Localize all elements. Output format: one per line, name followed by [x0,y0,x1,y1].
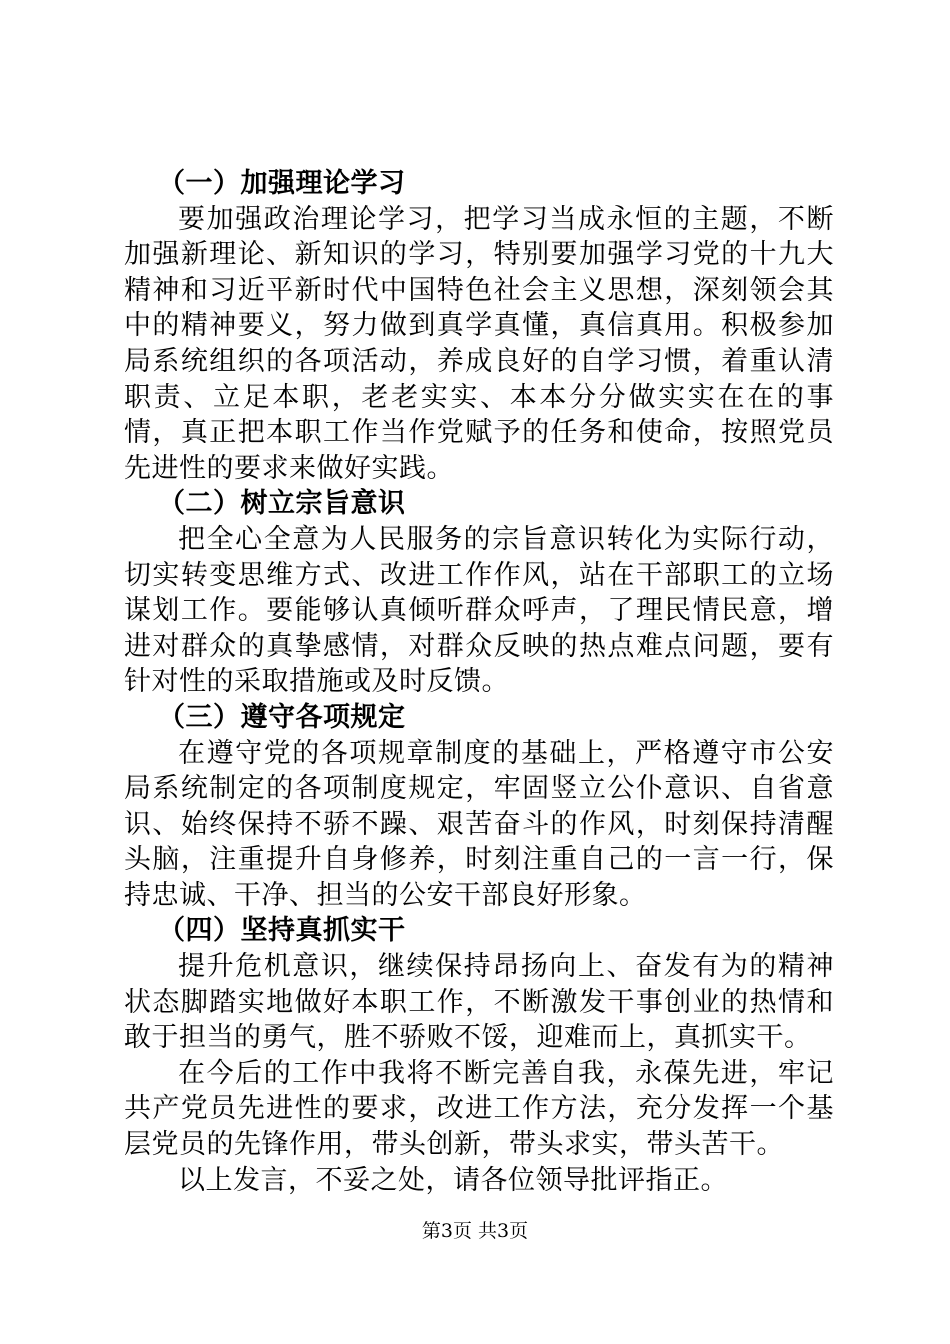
section-heading-4: （四）坚持真抓实干 [158,915,406,947]
document-body [124,166,834,1198]
section-paragraph-3: 在遵守党的各项规章制度的基础上，严格遵守市公安局系统制定的各项制度规定，牢固竖立公仆意识、自省意识、始终保持不骄不躁、艰苦奋斗的作风，时刻保持清醒头脑，注重提升自身修养，时刻注重自己的一言一行，保持忠诚、干净、担当的公安干部良好形象。 [124,737,834,911]
section-paragraph-4: 提升危机意识，继续保持昂扬向上、奋发有为的精神状态脚踏实地做好本职工作，不断激发干事创业的热情和敢于担当的勇气，胜不骄败不馁，迎难而上，真抓实干。 [124,951,834,1054]
section-paragraph-1: 要加强政治理论学习，把学习当成永恒的主题，不断加强新理论、新知识的学习，特别要加强学习党的十九大精神和习近平新时代中国特色社会主义思想，深刻领会其中的精神要义，努力做到真学真懂，真信真用。积极参加局系统组织的各项活动，养成良好的自学习惯，着重认清职责、立足本职，老老实实、本本分分做实实在在的事情，真正把本职工作当作党赋予的任务和使命，按照党员先进性的要求来做好实践。 [124,203,834,484]
section-paragraph-2: 把全心全意为人民服务的宗旨意识转化为实际行动，切实转变思维方式、改进工作作风，站在干部职工的立场谋划工作。要能够认真倾听群众呼声，了理民情民意，增进对群众的真挚感情，对群众反映的热点难点问题，要有针对性的采取措施或及时反馈。 [124,523,834,698]
section-heading-1: （一）加强理论学习 [158,168,406,199]
closing-paragraph: 在今后的工作中我将不断完善自我，永葆先进，牢记共产党员先进性的要求，改进工作方法，充分发挥一个基层党员的先锋作用，带头创新，带头求实，带头苦干。 [124,1057,834,1161]
closing-remark: 以上发言，不妥之处，请各位领导批评指正。 [178,1164,728,1196]
section-heading-2: （二）树立宗旨意识 [158,488,406,520]
section-heading-3: （三）遵守各项规定 [158,701,406,733]
page-footer: 第3页 共3页 [421,1220,529,1242]
